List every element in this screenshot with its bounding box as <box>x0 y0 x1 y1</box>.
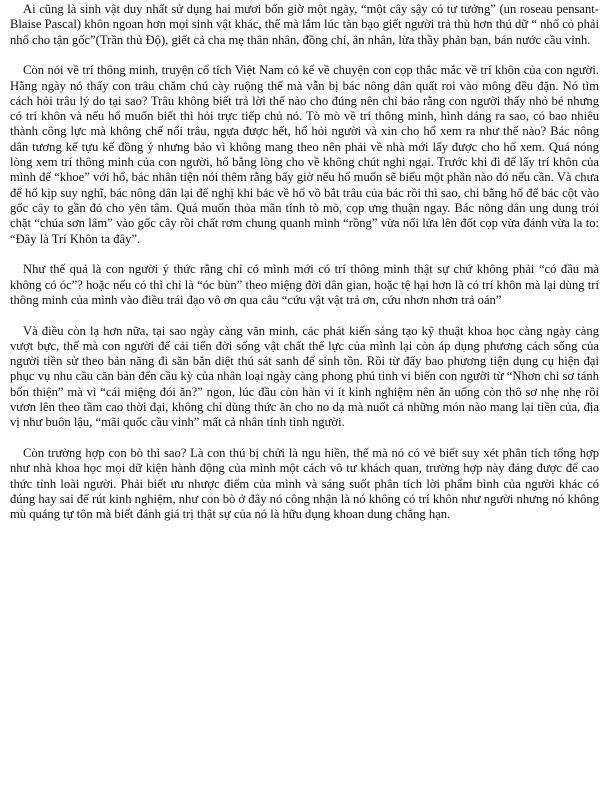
paragraph-human-nature: Ai cũng là sinh vật duy nhất sử dụng hai mươi bốn giờ một ngày, “một cây sậy có tư tưởng” (un roseau pensant-Blaise Pascal) khôn ngoan hơn mọi sinh vật khác, thế mà lắm lúc tàn bạo giết người trả thù hơn thú dữ “ nhổ cỏ phải nhổ cho tận gốc”(Trần thủ Độ), giết cả cha mẹ thân nhân, đồng chí, ân nhân, lừa thầy phản bạn, bán nước cầu vinh. <box>10 2 599 47</box>
paragraph-civilization: Và điều còn lạ hơn nữa, tại sao ngày càng văn minh, các phát kiến sáng tạo kỹ thuật khoa học càng ngày càng vượt bực, thế mà con người để cải tiến đời sống vật chất thể lực của mình lại còn áp dụng phương cách sống của người tiền sử theo bản năng đi săn bắn diệt thú sát sanh để sinh tồn. Rồi từ đấy bao phương tiện dụng cụ hiện đại phục vụ nhu cầu căn bản đến cầu kỳ của nhân loại ngày càng phong phú tinh vi biến con người từ “Nhơn chi sơ tánh bổn thiện” mà vì “cái miệng đói ăn?” ngon, lúc đầu còn hàn vi ít kinh nghiệm nên ăn uống còn thô sơ nhẹ nhẹ rồi vươn lên theo tầm cao thời đại, không chỉ dùng thức ăn cho no dạ mà nuốt cả những món nào mang lại tiền của, địa vị như buôn lậu, “mãi quốc cầu vinh” mất cả nhân tính tình người. <box>10 323 599 430</box>
paragraph-human-intelligence: Như thế quả là con người ý thức rằng chỉ có mình mới có trí thông minh thật sự chứ không phải “có đầu mà không có óc”? hoặc nếu có thì chỉ là “óc bùn” theo miệng đời dân gian, hoặc tệ hại hơn là có trí khôn mà lại dùng trí thông minh của mình vào điều trái đạo vô ơn qua câu “cứu vật vật trả ơn, cứu nhơn nhơn trả oán” <box>10 262 599 307</box>
paragraph-cow: Còn trường hợp con bò thì sao? Là con thú bị chửi là ngu hiền, thế mà nó có vẻ biết suy xét phân tích tổng hợp như nhà khoa học mọi dữ kiện hành động của mình một cách vô tư khách quan, trường hợp này đáng được để cao thức tỉnh loài người. Phải biết ưu nhược điểm của mình và sáng suốt phân tích lời phẩm bình của người khác có đúng hay sai để rút kinh nghiệm, như con bò ở đây nó công nhận là nó không có trí khôn như người nhưng nó không mù quáng tự tôn mà biết đánh giá trị thật sự của nó là hữu dụng khoan dung chẳng hạn. <box>10 445 599 522</box>
paragraph-tiger-story: Còn nói về trí thông minh, truyện cổ tích Việt Nam có kể về chuyện con cọp thắc mắc về trí khôn của con người. Hằng ngày nó thấy con trâu chăm chú cày ruộng thế mà vẫn bị bác nông dân quất roi vào mông đều đặn. Nó tìm cách hỏi trâu lý do tại sao? Trâu không biết trả lời thế nào cho đúng nên chỉ bảo rằng con người thấy nhỏ bé nhưng có trí khôn và nếu hổ muốn biết thì hỏi trực tiếp chủ nó. Tò mò về trí thông minh, hình dáng ra sao, có bao nhiêu thành công lực mà không chế nổi trâu, ngựa được hết, hổ hỏi người và xin cho hổ xem ra như thế nào? Bác nông dân tương kế tựu kế đồng ý nhưng bảo vì không mang theo nên phải về nhà mới lấy được cho hổ xem. Quá nóng lòng xem trí thông minh của con người, hổ bằng lòng cho về không chút nghi ngại. Trước khi đi để lấy trí khôn của mình để “khoe” với hổ, bác nhân tiện nói thêm rằng bấy giờ nếu hổ muốn sẽ biếu một phần nào đó nếu cần. Và chưa để hổ kịp suy nghĩ, bác nông dân lại để nghị khi bác về hổ vồ bắt trâu của bác rồi thì sao, chi bằng hổ để bác cột vào gốc cây to gần đó cho yên tâm. Quá muốn thỏa mãn tính tò mò, cọp ưng thuận ngay. Bác nông dân ung dung trói chặt “chúa sơn lâm” vào gốc cây rồi chất rơm chung quanh mình “rồng” vừa nổi lửa lên đốt cọp vừa đánh vừa la to: “Đây là Trí Khôn ta đây”. <box>10 63 599 246</box>
